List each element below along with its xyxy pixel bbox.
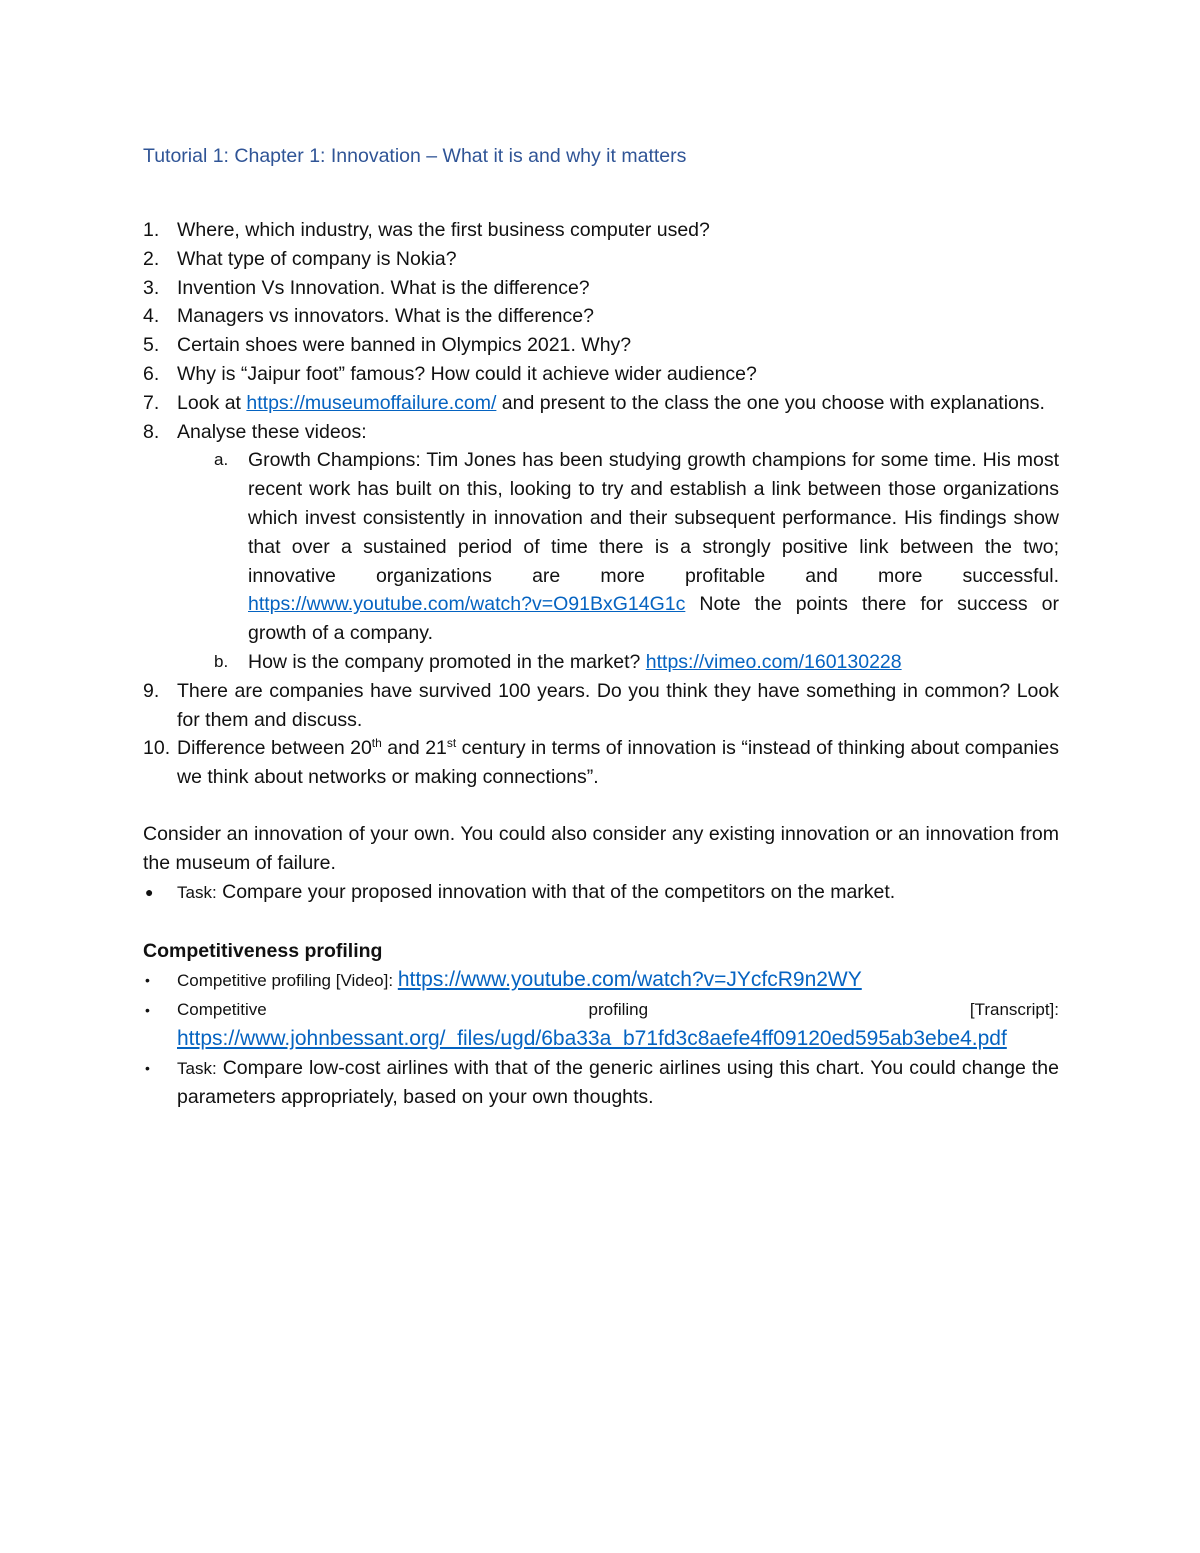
question-number: 7. <box>143 391 160 414</box>
question-text-mid: and 21 <box>381 737 447 760</box>
question-text: Invention Vs Innovation. What is the difference? <box>177 276 590 299</box>
task-list <box>143 878 1059 908</box>
task-label: Task: <box>177 882 217 902</box>
question-number: 8. <box>143 420 160 443</box>
question-item <box>143 389 1059 418</box>
task-item <box>143 878 1059 908</box>
section-heading: Competitiveness profiling <box>143 940 383 963</box>
question-item <box>143 274 1059 303</box>
museum-of-failure-link[interactable]: https://museumoffailure.com/ <box>246 391 497 414</box>
page-title: Tutorial 1: Chapter 1: Innovation – What it is and why it matters <box>143 145 687 167</box>
question-number: 1. <box>143 219 160 241</box>
question-item <box>143 216 1059 245</box>
consider-paragraph: Consider an innovation of your own. You could also consider any existing innovation or an innovation from the museum of failure. <box>143 822 1059 874</box>
question-number: 3. <box>143 276 160 299</box>
question-item <box>143 245 1059 274</box>
question-text-pre: Difference between 20 <box>177 737 372 760</box>
bullet-icon: ● <box>145 883 154 900</box>
question-number: 9. <box>143 679 160 702</box>
bullet-icon: • <box>145 972 150 989</box>
task-text: Compare your proposed innovation with that of the competitors on the market. <box>216 880 896 903</box>
question-text: Why is “Jaipur foot” famous? How could it achieve wider audience? <box>177 362 757 385</box>
question-list <box>143 216 1059 792</box>
question-number: 4. <box>143 305 160 328</box>
sub-item <box>177 446 1059 648</box>
superscript-th: th <box>371 736 382 751</box>
question-item <box>143 734 1059 792</box>
document-page <box>143 140 1059 1112</box>
question-number: 2. <box>143 247 160 270</box>
bullet-icon: • <box>145 1001 150 1018</box>
video-sub-list <box>177 446 1059 676</box>
question-number: 10. <box>143 737 171 760</box>
video-label: Competitive profiling [Video]: <box>177 971 398 991</box>
question-number: 5. <box>143 334 160 357</box>
sub-item-text-post: Note the points there for success or growth of a company. <box>248 593 1059 645</box>
vimeo-link[interactable]: https://vimeo.com/160130228 <box>645 650 902 673</box>
transcript-pdf-link[interactable]: https://www.johnbessant.org/_files/ugd/6ba33a_b71fd3c8aefe4ff09120ed595ab3ebe4.pdf <box>177 1026 1007 1050</box>
sub-item <box>177 648 1059 677</box>
question-text: There are companies have survived 100 years. Do you think they have something in common? Look for them and discuss. <box>177 679 1059 731</box>
competitive-profiling-video-link[interactable]: https://www.youtube.com/watch?v=JYcfcR9n2WY <box>397 968 862 992</box>
bullet-icon: • <box>145 1059 150 1076</box>
question-text: Certain shoes were banned in Olympics 2021. Why? <box>177 334 632 357</box>
question-text-post: and present to the class the one you choose with explanations. <box>496 391 1045 414</box>
question-text: Where, which industry, was the first business computer used? <box>177 219 710 241</box>
transcript-label-line <box>177 996 1059 1025</box>
question-text-pre: Look at <box>177 391 247 414</box>
profiling-item-transcript <box>143 996 1059 1054</box>
question-item <box>143 677 1059 735</box>
question-item <box>143 418 1059 677</box>
transcript-word: [Transcript]: <box>969 999 1059 1019</box>
question-number: 6. <box>143 362 160 385</box>
sub-item-letter: b. <box>214 651 229 671</box>
youtube-growth-champions-link[interactable]: https://www.youtube.com/watch?v=O91BxG14G1c <box>248 593 686 616</box>
question-text-post: century in terms of innovation is “instead of thinking about companies we think about networks or making connections”. <box>177 737 1059 789</box>
profiling-item-video <box>143 966 1059 996</box>
question-item <box>143 302 1059 331</box>
question-text: What type of company is Nokia? <box>177 247 457 270</box>
profiling-list <box>143 966 1059 1112</box>
sub-item-text-pre: Growth Champions: Tim Jones has been studying growth champions for some time. His most recent work has built on this, looking to try and establish a link between those organizations which invest consistently in innovation and their subsequent performance. His findings show that over a sustained period of time there is a strongly positive link between the two; innovative organizations are more profitable and more successful. <box>248 449 1059 587</box>
question-item <box>143 360 1059 389</box>
transcript-word: Competitive <box>177 999 267 1019</box>
task-label: Task: <box>177 1058 217 1078</box>
question-text: Analyse these videos: <box>177 420 367 443</box>
question-item <box>143 331 1059 360</box>
profiling-item-task <box>143 1054 1059 1113</box>
sub-item-text-pre: How is the company promoted in the market? <box>248 650 646 673</box>
transcript-word: profiling <box>588 999 649 1019</box>
superscript-st: st <box>446 736 457 751</box>
task-text: Compare low-cost airlines with that of the generic airlines using this chart. You could change the parameters appropriately, based on your own thoughts. <box>177 1056 1059 1109</box>
sub-item-letter: a. <box>214 450 229 470</box>
question-text: Managers vs innovators. What is the difference? <box>177 305 594 328</box>
